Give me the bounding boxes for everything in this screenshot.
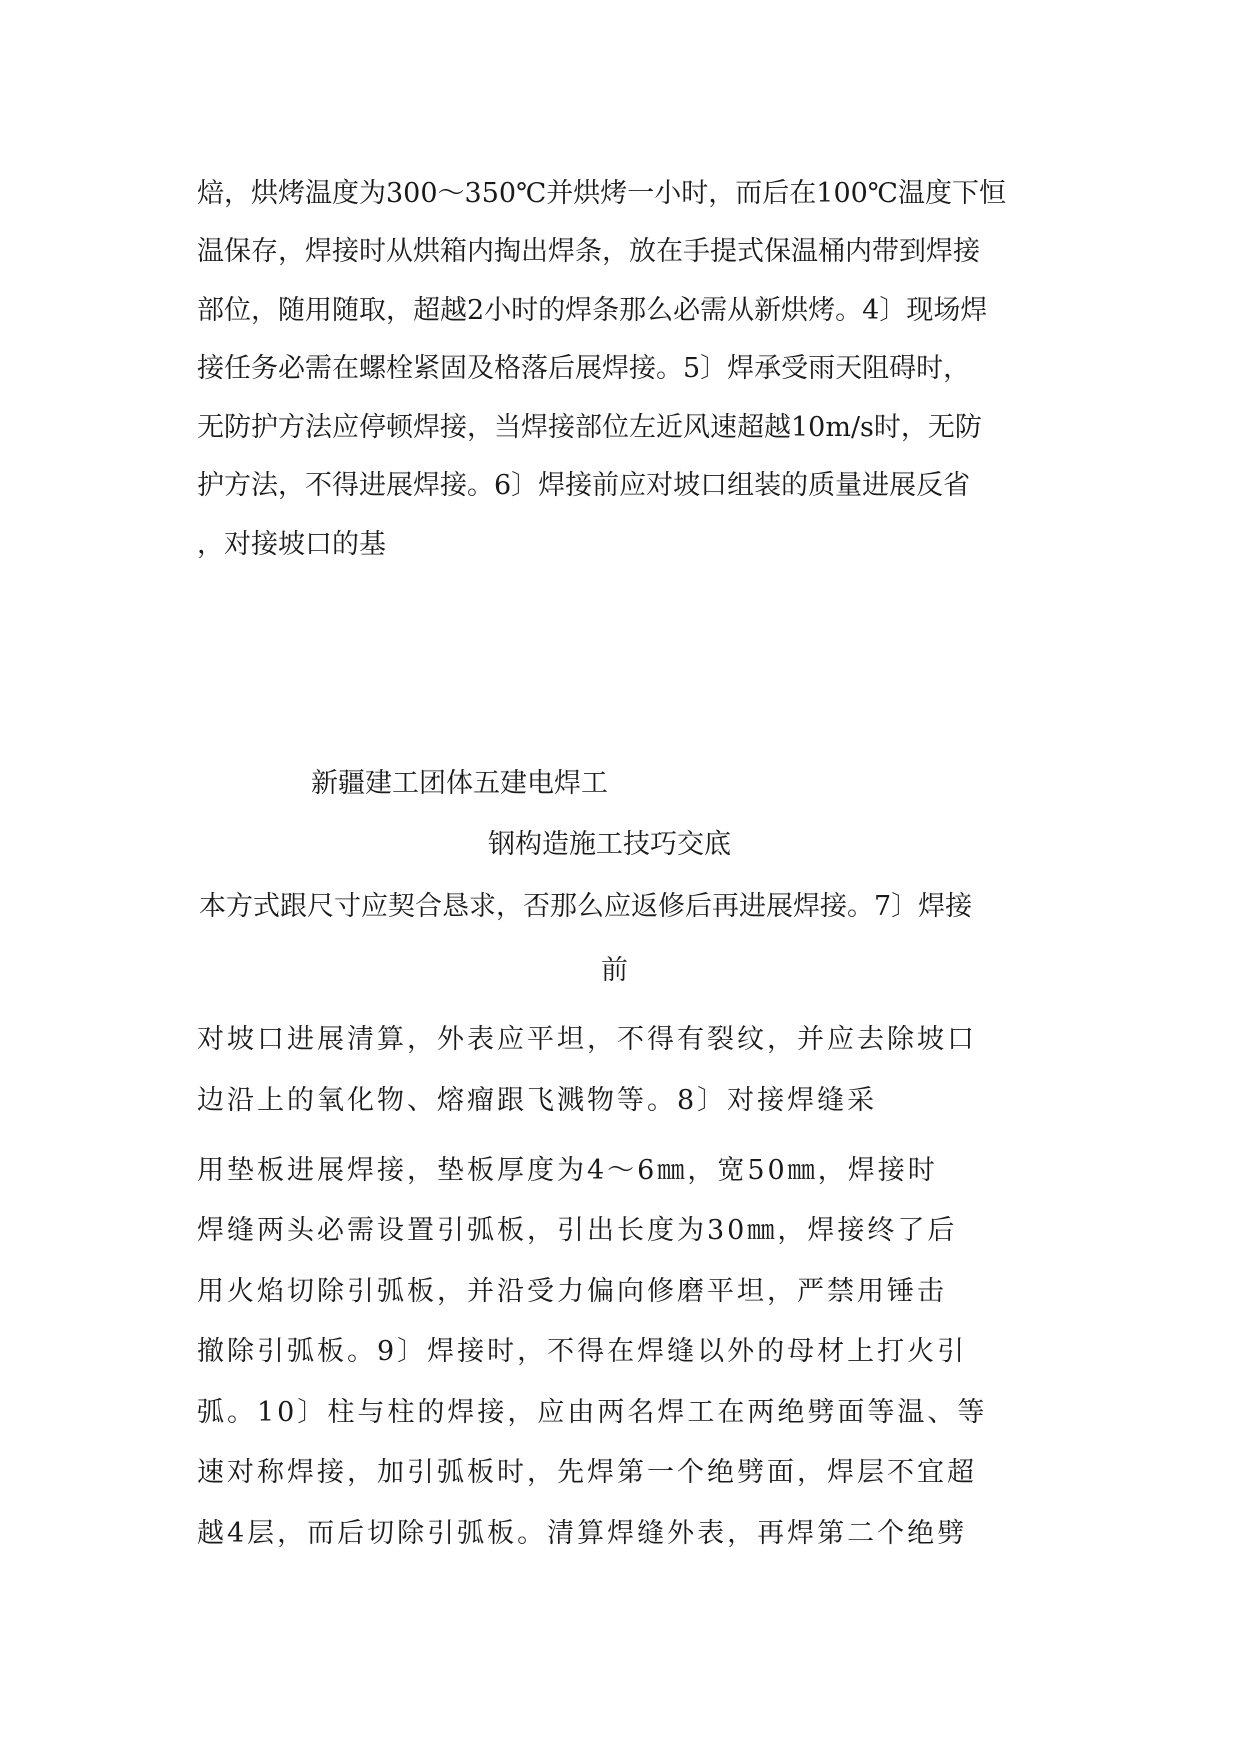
text-line: 边沿上的氧化物、熔瘤跟飞溅物等。8〕对接焊缝采 — [197, 1085, 878, 1116]
text-line: 温保存，焊接时从烘箱内掏出焊条，放在手提式保温桶内带到焊接 — [197, 236, 980, 267]
text-line: 对坡口进展清算，外表应平坦，不得有裂纹，并应去除坡口 — [197, 1024, 977, 1055]
organization-label: 新疆建工团体五建电焊工 — [311, 768, 608, 799]
text-line: 接任务必需在螺栓紧固及格落后展焊接。5〕焊承受雨天阻碍时， — [197, 353, 971, 384]
text-line: 无防护方法应停顿焊接，当焊接部位左近风速超越10m/s时，无防 — [197, 412, 982, 443]
text-line: 撤除引弧板。9〕焊接时，不得在焊缝以外的母材上打火引 — [197, 1336, 968, 1367]
text-line: 弧。10〕柱与柱的焊接，应由两名焊工在两绝劈面等温、等 — [197, 1397, 988, 1428]
text-line: 护方法，不得进展焊接。6〕焊接前应对坡口组装的质量进展反省 — [197, 470, 971, 501]
text-line: 用火焰切除引弧板，并沿受力偏向修磨平坦，严禁用锤击 — [197, 1276, 947, 1307]
text-line: 部位，随用随取，超越2小时的焊条那么必需从新烘烤。4〕现场焊 — [197, 295, 988, 326]
document-title: 钢构造施工技巧交底 — [488, 829, 731, 860]
text-line: 速对称焊接，加引弧板时，先焊第一个绝劈面，焊层不宜超 — [197, 1457, 977, 1488]
text-line: 用垫板进展焊接，垫板厚度为4～6㎜，宽50㎜，焊接时 — [197, 1155, 938, 1186]
text-line: 焙，烘烤温度为300～350℃并烘烤一小时，而后在100℃温度下恒 — [197, 178, 1007, 209]
text-line: 本方式跟尺寸应契合恳求，否那么应返修后再进展焊接。7〕焊接 — [199, 891, 973, 922]
text-line: 前 — [601, 955, 628, 986]
text-line: ，对接坡口的基 — [197, 529, 386, 560]
text-line: 焊缝两头必需设置引弧板，引出长度为30㎜，焊接终了后 — [197, 1215, 958, 1246]
text-line: 越4层，而后切除引弧板。清算焊缝外表，再焊第二个绝劈 — [197, 1518, 968, 1549]
